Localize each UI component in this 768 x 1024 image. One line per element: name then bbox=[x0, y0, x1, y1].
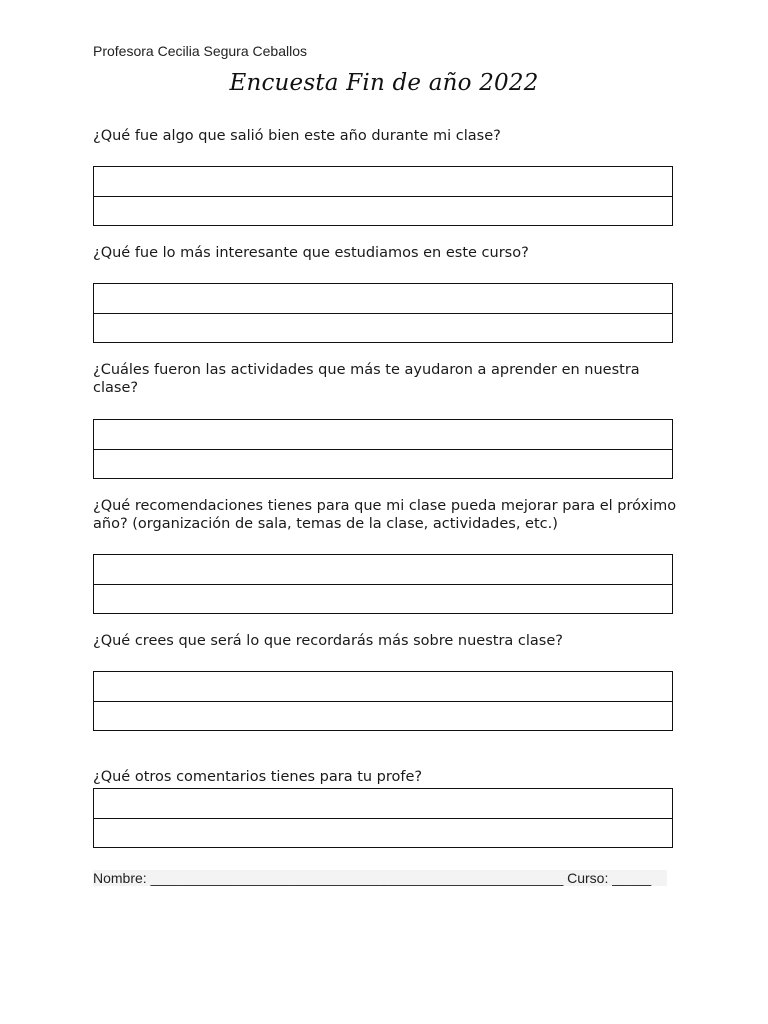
question-6: ¿Qué otros comentarios tienes para tu profe? bbox=[93, 769, 423, 785]
answer-line[interactable] bbox=[94, 555, 672, 585]
answer-box-4 bbox=[93, 554, 673, 614]
teacher-name: Profesora Cecilia Segura Ceballos bbox=[93, 43, 307, 59]
answer-line[interactable] bbox=[94, 702, 672, 731]
question-1: ¿Qué fue algo que salió bien este año durante mi clase? bbox=[93, 128, 501, 144]
name-course-field[interactable]: Nombre: _____________________________________________________ Curso: _____ bbox=[93, 870, 667, 886]
answer-box-5 bbox=[93, 671, 673, 731]
answer-line[interactable] bbox=[94, 789, 672, 819]
question-5: ¿Qué crees que será lo que recordarás más sobre nuestra clase? bbox=[93, 633, 563, 649]
answer-line[interactable] bbox=[94, 314, 672, 343]
page-title: Encuesta Fin de año 2022 bbox=[229, 70, 539, 96]
answer-line[interactable] bbox=[94, 585, 672, 614]
answer-line[interactable] bbox=[94, 284, 672, 314]
question-3: ¿Cuáles fueron las actividades que más te ayudaron a aprender en nuestra clase? bbox=[93, 362, 640, 396]
answer-box-2 bbox=[93, 283, 673, 343]
answer-line[interactable] bbox=[94, 167, 672, 197]
answer-line[interactable] bbox=[94, 420, 672, 450]
answer-box-6 bbox=[93, 788, 673, 848]
answer-line[interactable] bbox=[94, 672, 672, 702]
answer-line[interactable] bbox=[94, 450, 672, 479]
question-4: ¿Qué recomendaciones tienes para que mi clase pueda mejorar para el próximo año? (organización de sala, temas de la clase, actividades, etc.) bbox=[93, 498, 677, 532]
answer-box-1 bbox=[93, 166, 673, 226]
question-2: ¿Qué fue lo más interesante que estudiamos en este curso? bbox=[93, 245, 529, 261]
answer-line[interactable] bbox=[94, 197, 672, 226]
answer-box-3 bbox=[93, 419, 673, 479]
answer-line[interactable] bbox=[94, 819, 672, 848]
